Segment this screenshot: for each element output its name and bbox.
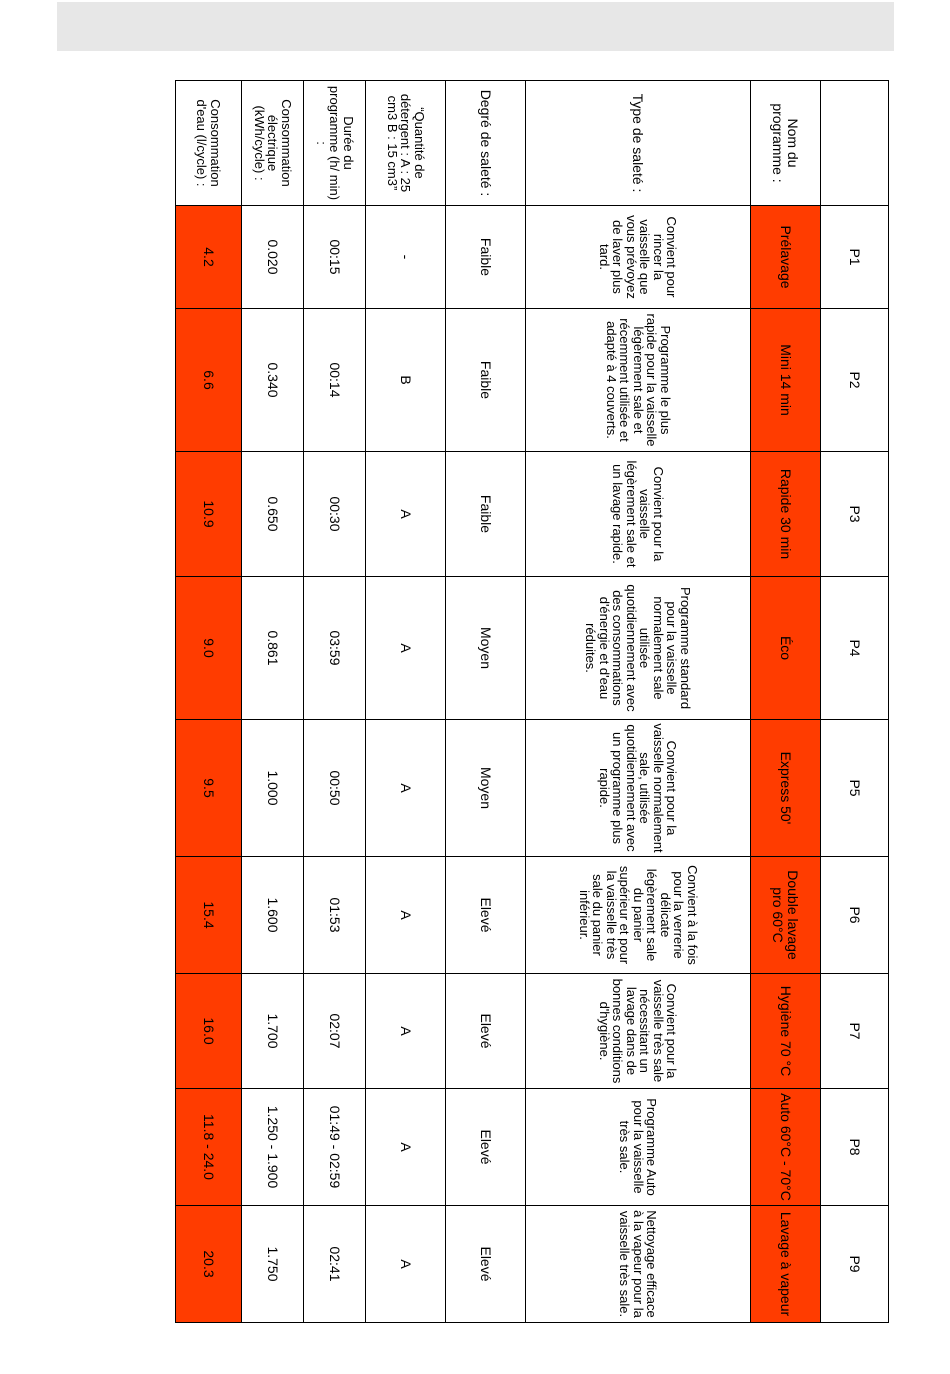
- program-name-cell: Lavage à vapeur: [751, 1206, 821, 1323]
- table-row: [526, 81, 751, 1323]
- row-label: Type de saleté :: [526, 81, 751, 206]
- water-cell: 9.0: [176, 577, 242, 720]
- description-cell: Programme le plus rapide pour la vaisselle légèrement sale et récemment utilisée et adapté à 4 couverts.: [526, 309, 751, 452]
- description-cell: Convient pour la vaisselle normalement sale, utilisée quotidiennement avec un programme plus rapide.: [526, 720, 751, 857]
- detergent-cell: B: [366, 309, 446, 452]
- program-table-rotated: [194, 80, 889, 1322]
- program-name-cell: Hygiène 70 °C: [751, 974, 821, 1089]
- energy-cell: 0.020: [242, 206, 304, 309]
- water-cell: 15.4: [176, 857, 242, 974]
- corner-cell: [821, 81, 889, 206]
- row-label: Durée du programme (h/ min) :: [304, 81, 366, 206]
- water-cell: 9.5: [176, 720, 242, 857]
- soil-level-cell: Faible: [446, 206, 526, 309]
- soil-level-cell: Faible: [446, 452, 526, 577]
- column-header: P9: [821, 1206, 889, 1323]
- energy-cell: 0.340: [242, 309, 304, 452]
- duration-cell: 00:50: [304, 720, 366, 857]
- detergent-cell: A: [366, 720, 446, 857]
- water-cell: 10.9: [176, 452, 242, 577]
- program-name-cell: Double lavage pro 60°C: [751, 857, 821, 974]
- row-label: Nom du programme :: [751, 81, 821, 206]
- energy-cell: 1.600: [242, 857, 304, 974]
- program-table: [175, 80, 889, 1323]
- duration-cell: 00:30: [304, 452, 366, 577]
- column-header: P5: [821, 720, 889, 857]
- table-row: [366, 81, 446, 1323]
- table-row: [242, 81, 304, 1323]
- column-header: P1: [821, 206, 889, 309]
- detergent-cell: -: [366, 206, 446, 309]
- table-row: [821, 81, 889, 1323]
- detergent-cell: A: [366, 1089, 446, 1206]
- description-cell: Convient pour la vaisselle très sale nécessitant un lavage dans de bonnes conditions d'hygiène.: [526, 974, 751, 1089]
- water-cell: 16.0: [176, 974, 242, 1089]
- row-label: Consommation d'eau (l/cycle) :: [176, 81, 242, 206]
- duration-cell: 00:14: [304, 309, 366, 452]
- duration-cell: 03:59: [304, 577, 366, 720]
- row-label: “Quantité de détergent : A : 25 cm3 B : 15 cm3”: [366, 81, 446, 206]
- table-row: [176, 81, 242, 1323]
- duration-cell: 01:49 - 02:59: [304, 1089, 366, 1206]
- duration-cell: 01:53: [304, 857, 366, 974]
- program-name-cell: Éco: [751, 577, 821, 720]
- column-header: P6: [821, 857, 889, 974]
- soil-level-cell: Elevé: [446, 1089, 526, 1206]
- water-cell: 20.3: [176, 1206, 242, 1323]
- soil-level-cell: Elevé: [446, 857, 526, 974]
- detergent-cell: A: [366, 577, 446, 720]
- table-row: [446, 81, 526, 1323]
- duration-cell: 00:15: [304, 206, 366, 309]
- program-name-cell: Prélavage: [751, 206, 821, 309]
- detergent-cell: A: [366, 1206, 446, 1323]
- description-cell: Programme Auto pour la vaisselle très sale.: [526, 1089, 751, 1206]
- detergent-cell: A: [366, 857, 446, 974]
- description-cell: Nettoyage efficace à la vapeur pour la vaisselle très sale.: [526, 1206, 751, 1323]
- water-cell: 11.8 - 24.0: [176, 1089, 242, 1206]
- soil-level-cell: Elevé: [446, 974, 526, 1089]
- program-name-cell: Mini 14 min: [751, 309, 821, 452]
- duration-cell: 02:07: [304, 974, 366, 1089]
- soil-level-cell: Moyen: [446, 577, 526, 720]
- energy-cell: 1.000: [242, 720, 304, 857]
- column-header: P3: [821, 452, 889, 577]
- water-cell: 4.2: [176, 206, 242, 309]
- table-row: [751, 81, 821, 1323]
- detergent-cell: A: [366, 452, 446, 577]
- soil-level-cell: Elevé: [446, 1206, 526, 1323]
- duration-cell: 02:41: [304, 1206, 366, 1323]
- energy-cell: 0.861: [242, 577, 304, 720]
- program-name-cell: Rapide 30 min: [751, 452, 821, 577]
- energy-cell: 1.250 - 1.900: [242, 1089, 304, 1206]
- energy-cell: 0.650: [242, 452, 304, 577]
- soil-level-cell: Faible: [446, 309, 526, 452]
- program-name-cell: Auto 60°C - 70°C: [751, 1089, 821, 1206]
- description-cell: Programme standard pour la vaisselle normalement sale utilisée quotidiennement avec des consommations d'énergie et d'eau réduites.: [526, 577, 751, 720]
- column-header: P2: [821, 309, 889, 452]
- water-cell: 6.6: [176, 309, 242, 452]
- column-header: P7: [821, 974, 889, 1089]
- description-cell: Convient pour la vaisselle légèrement sale et un lavage rapide.: [526, 452, 751, 577]
- column-header: P8: [821, 1089, 889, 1206]
- table-row: [304, 81, 366, 1323]
- soil-level-cell: Moyen: [446, 720, 526, 857]
- detergent-cell: A: [366, 974, 446, 1089]
- column-header: P4: [821, 577, 889, 720]
- row-label: Consommation électrique (kWh/cycle) :: [242, 81, 304, 206]
- page-header-band: [57, 2, 894, 51]
- row-label: Degré de saleté :: [446, 81, 526, 206]
- program-name-cell: Express 50': [751, 720, 821, 857]
- energy-cell: 1.750: [242, 1206, 304, 1323]
- description-cell: Convient pour rincer la vaisselle que vous prévoyez de laver plus tard.: [526, 206, 751, 309]
- description-cell: Convient à la fois pour la verrerie délicate légèrement sale du panier supérieur et pour la vaisselle très sale du panier inférieur.: [526, 857, 751, 974]
- energy-cell: 1.700: [242, 974, 304, 1089]
